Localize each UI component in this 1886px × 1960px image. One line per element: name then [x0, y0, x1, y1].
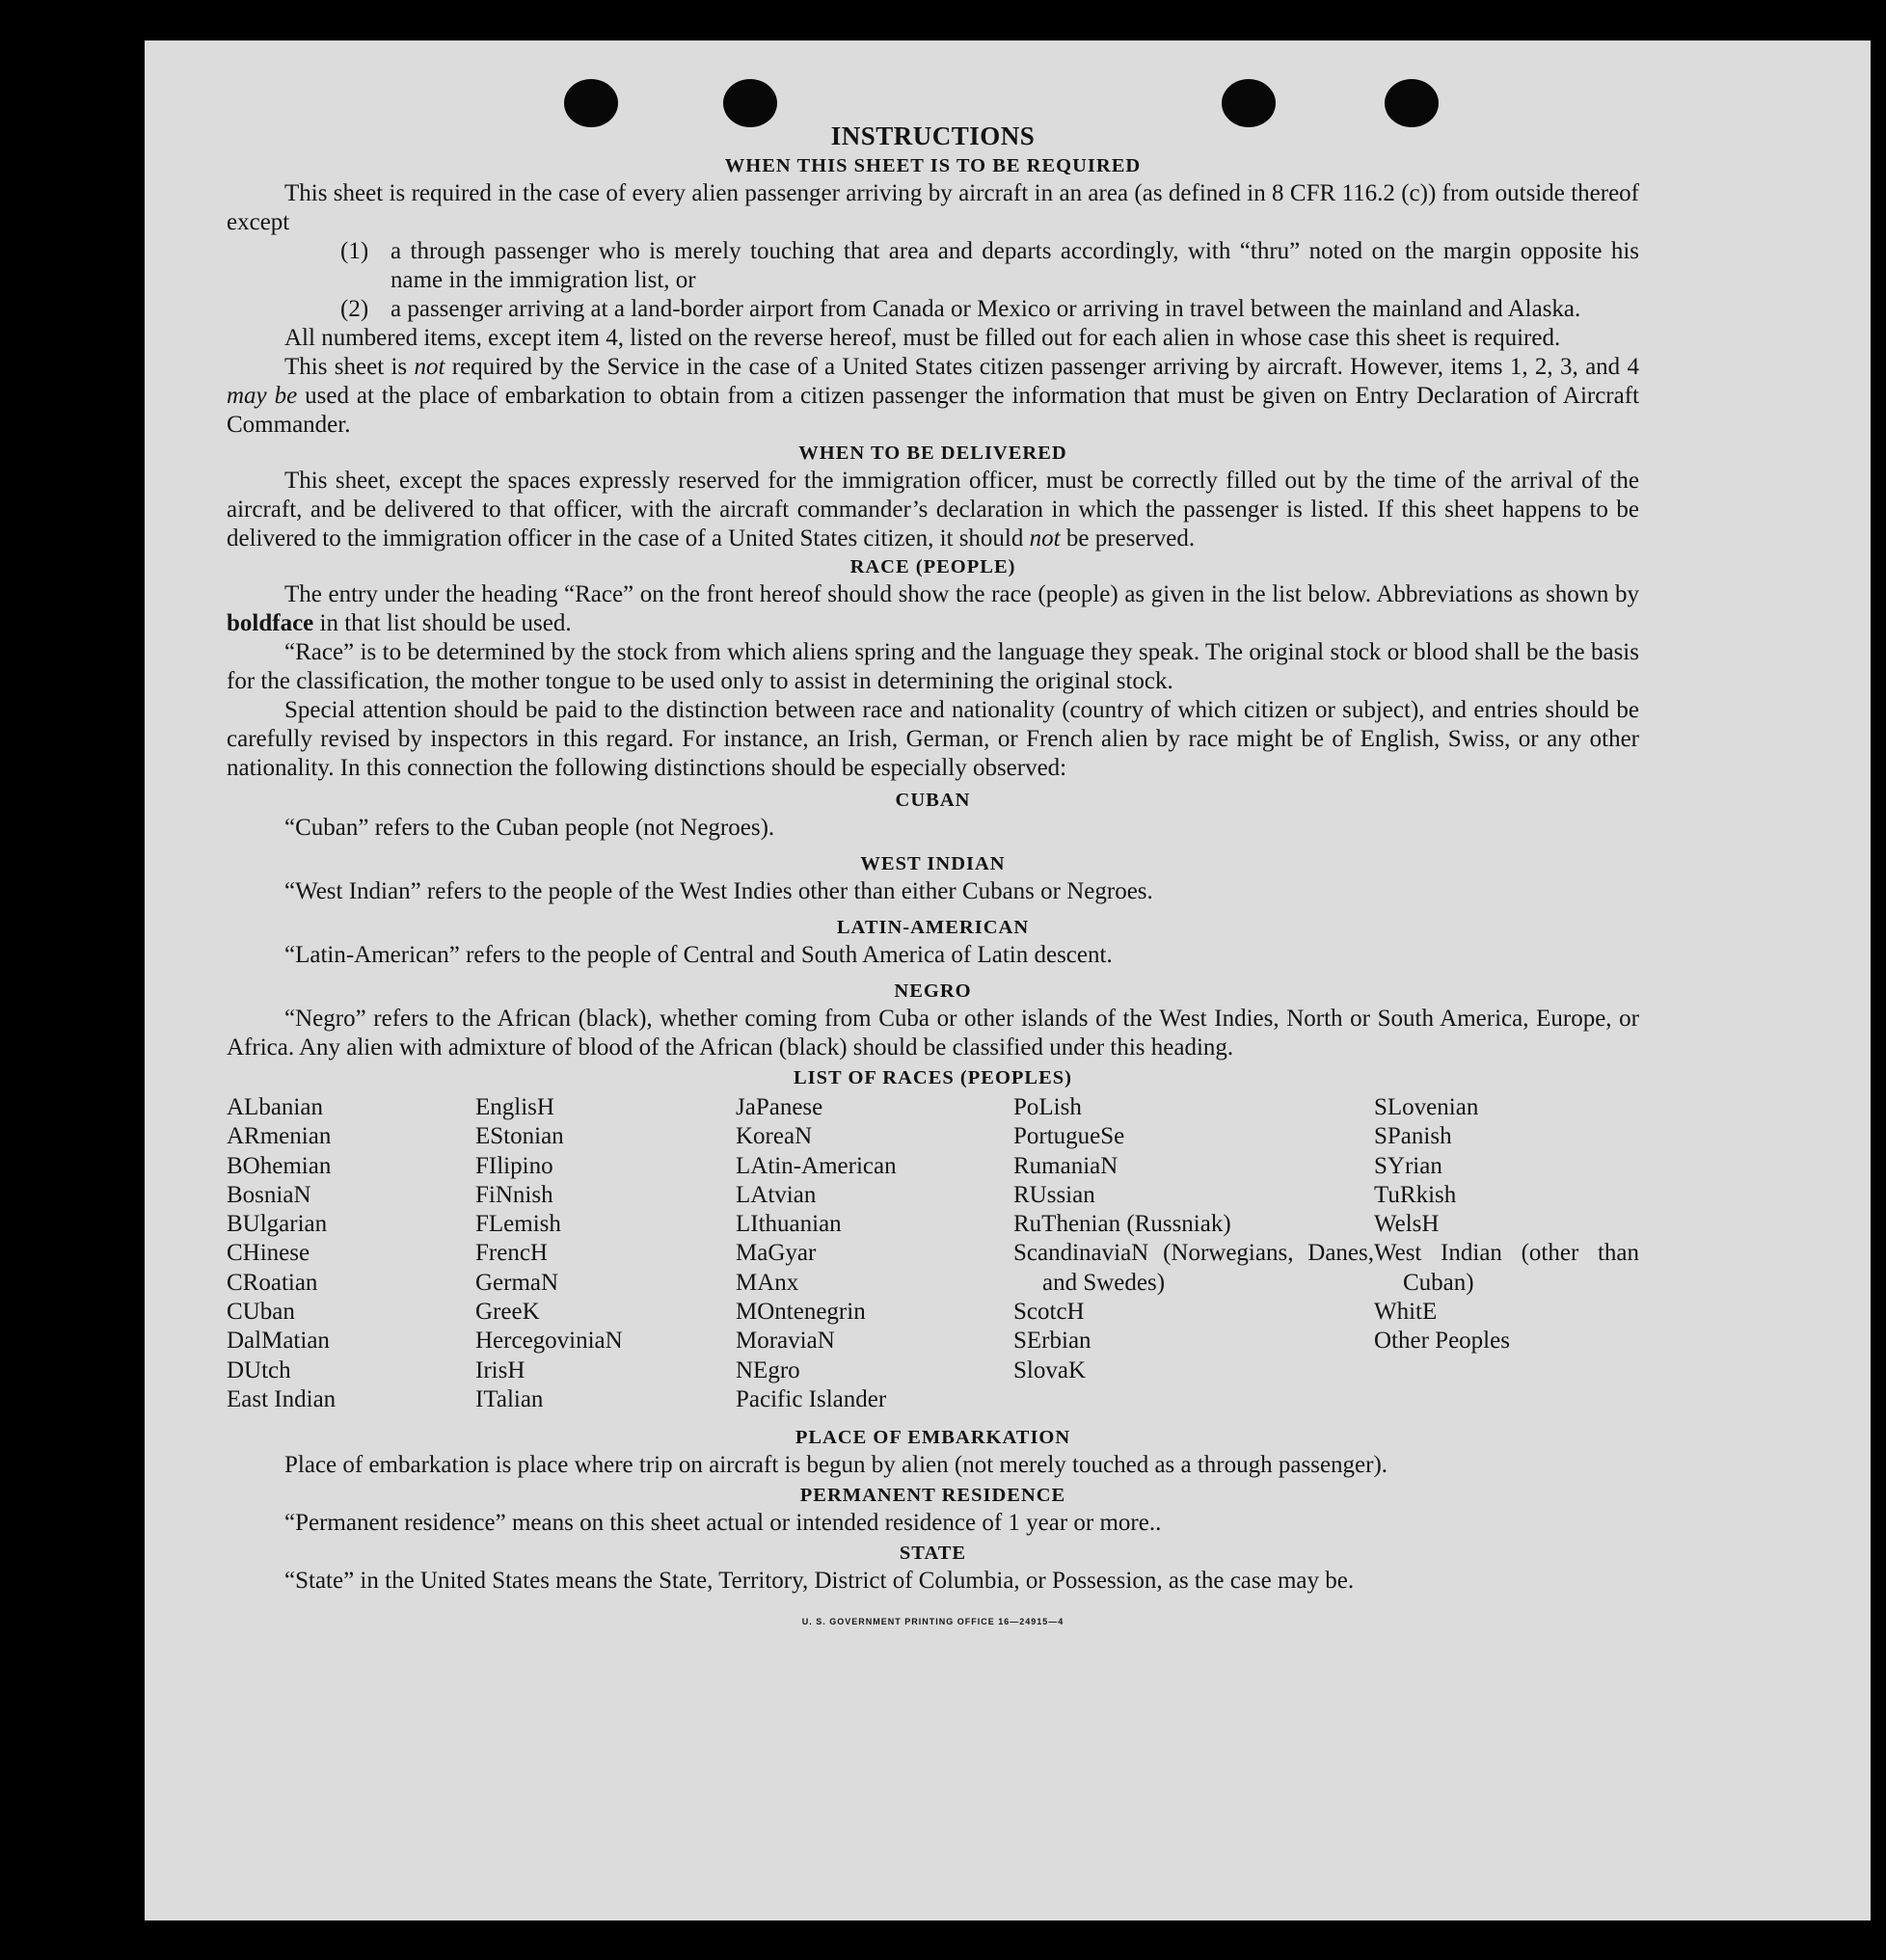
- race-entry: MaGyar: [736, 1240, 817, 1267]
- race-entry: FIlipino: [475, 1152, 553, 1179]
- text-run: required by the Service in the case of a United States citizen passenger arriving by aircraft. However, items 1, 2, 3, and 4: [445, 354, 1639, 380]
- race-entry: GermaN: [475, 1269, 559, 1296]
- race-entry: SlovaK: [1013, 1356, 1086, 1383]
- paragraph: All numbered items, except item 4, listed on the reverse hereof, must be filled out for each alien in whose case this sheet is required.: [284, 325, 1561, 351]
- race-column: [475, 1093, 736, 1414]
- paragraph: This sheet is required in the case of every alien passenger arriving by aircraft in an area (as defined in 8 CFR 116.2 (c)) from outside thereof except: [227, 180, 1639, 235]
- text-run: This sheet is: [284, 354, 415, 380]
- race-entry: DalMatian: [227, 1328, 330, 1355]
- race-entry: EnglisH: [475, 1094, 554, 1120]
- list-item: [227, 295, 1639, 324]
- race-entry: DUtch: [227, 1356, 291, 1383]
- race-entry: RUssian: [1013, 1181, 1095, 1208]
- race-entry: ARmenian: [227, 1123, 332, 1150]
- paragraph: “West Indian” refers to the people of the West Indies other than either Cubans or Negroes.: [284, 878, 1153, 904]
- race-entry: Pacific Islander: [736, 1385, 887, 1412]
- race-entry: FLemish: [475, 1211, 561, 1238]
- race-entry: Other Peoples: [1374, 1328, 1510, 1355]
- race-entry: BosniaN: [227, 1181, 311, 1208]
- race-entry: ScotcH: [1013, 1299, 1085, 1326]
- document-body: [227, 120, 1639, 1636]
- race-entry: WhitE: [1374, 1299, 1438, 1326]
- race-entry: MOntenegrin: [736, 1299, 866, 1326]
- race-entry: RumaniaN: [1013, 1152, 1118, 1179]
- text-run: The entry under the heading “Race” on the front hereof should show the race (people) as given in the list below. Abbreviations as shown by: [284, 581, 1639, 607]
- race-entry: East Indian: [227, 1385, 337, 1412]
- race-entry: MoraviaN: [736, 1328, 835, 1355]
- race-entry: BOhemian: [227, 1152, 332, 1179]
- text-run: be preserved.: [1060, 525, 1196, 551]
- paragraph: [227, 353, 1639, 440]
- paragraph: Special attention should be paid to the distinction between race and nationality (country of which citizen or subject), and entries should be carefully revised by inspectors in this regard. For instance, an Irish, German, or French alien by race might be of English, Swiss, or any other nationality. In this connection the following distinctions should be especially observed:: [227, 697, 1639, 781]
- paragraph: “Race” is to be determined by the stock from which aliens spring and the language they speak. The original stock or blood shall be the basis for the classification, the mother tongue to be used only to assist in determining the original stock.: [227, 639, 1639, 694]
- section-heading-negro: NEGRO: [894, 980, 972, 1002]
- section-heading-cuban: CUBAN: [895, 790, 971, 811]
- bold-text: boldface: [227, 610, 314, 636]
- race-entry: IrisH: [475, 1356, 525, 1383]
- race-entry: SLovenian: [1374, 1094, 1479, 1120]
- item-number: (2): [340, 296, 369, 322]
- race-column: [227, 1093, 475, 1414]
- printer-imprint: U. S. GOVERNMENT PRINTING OFFICE 16—24915—4: [801, 1617, 1064, 1627]
- race-list: [227, 1093, 1639, 1414]
- list-item: [227, 237, 1639, 295]
- text-run: This sheet, except the spaces expressly reserved for the immigration officer, must be correctly filled out by the time of the arrival of the aircraft, and be delivered to that officer, with the aircraft commander’s declaration in which the passenger is listed. If this sheet happens to be delivered to the immigration officer in the case of a United States citizen, it should: [227, 468, 1639, 551]
- paragraph: “State” in the United States means the State, Territory, District of Columbia, or Possession, as the case may be.: [284, 1568, 1355, 1595]
- race-entry: LAtin-American: [736, 1152, 897, 1179]
- race-entry: LIthuanian: [736, 1211, 842, 1238]
- section-heading-race: RACE (PEOPLE): [849, 556, 1016, 577]
- race-entry: ITalian: [475, 1385, 544, 1412]
- paragraph: “Permanent residence” means on this sheet actual or intended residence of 1 year or more..: [284, 1510, 1162, 1537]
- text-run: used at the place of embarkation to obtain from a citizen passenger the information that must be given on Entry Declaration of Aircraft Commander.: [227, 383, 1640, 438]
- race-column: [736, 1093, 1013, 1414]
- race-entry: FrencH: [475, 1240, 548, 1267]
- race-entry: GreeK: [475, 1299, 540, 1326]
- section-heading-permanent-residence: PERMANENT RESIDENCE: [799, 1485, 1066, 1507]
- race-entry: BUlgarian: [227, 1211, 328, 1238]
- race-entry: CUban: [227, 1299, 295, 1326]
- document-sheet: [145, 40, 1871, 1920]
- race-entry: TuRkish: [1374, 1181, 1457, 1208]
- paragraph: Place of embarkation is place where trip on aircraft is begun by alien (not merely touched as a through passenger).: [284, 1452, 1388, 1479]
- section-heading-state: STATE: [899, 1543, 967, 1565]
- race-entry: PortugueSe: [1013, 1123, 1125, 1150]
- race-entry: CHinese: [227, 1240, 310, 1267]
- paragraph: “Cuban” refers to the Cuban people (not Negroes).: [284, 815, 775, 841]
- race-entry: JaPanese: [736, 1094, 823, 1120]
- italic-text: not: [1029, 525, 1061, 551]
- race-entry: CRoatian: [227, 1269, 318, 1296]
- paragraph: “Negro” refers to the African (black), whether coming from Cuba or other islands of the West Indies, North or South America, Europe, or Africa. Any alien with admixture of blood of the African (black) should be classified under this heading.: [227, 1006, 1639, 1061]
- race-entry: RuThenian (Russniak): [1013, 1211, 1231, 1238]
- race-entry: NEgro: [736, 1356, 800, 1383]
- section-heading-west-indian: WEST INDIAN: [860, 853, 1006, 874]
- item-text: a through passenger who is merely touching that area and departs accordingly, with “thru” noted on the margin opposite his name in the immigration list, or: [391, 238, 1639, 293]
- paragraph: “Latin-American” refers to the people of Central and South America of Latin descent.: [284, 942, 1113, 968]
- section-heading-list-of-races: LIST OF RACES (PEOPLES): [794, 1067, 1072, 1088]
- section-heading-latin-american: LATIN-AMERICAN: [836, 917, 1030, 938]
- section-heading-when-required: WHEN THIS SHEET IS TO BE REQUIRED: [724, 155, 1142, 176]
- paragraph: [227, 467, 1639, 553]
- race-column: [1013, 1093, 1374, 1414]
- race-entry: SErbian: [1013, 1328, 1091, 1355]
- paragraph: [227, 580, 1639, 638]
- race-entry: WelsH: [1374, 1211, 1440, 1238]
- race-entry: FiNnish: [475, 1181, 553, 1208]
- text-run: in that list should be used.: [313, 610, 572, 636]
- page-title: INSTRUCTIONS: [830, 121, 1036, 150]
- item-number: (1): [340, 238, 369, 264]
- section-heading-when-delivered: WHEN TO BE DELIVERED: [798, 443, 1067, 464]
- section-heading-embarkation: PLACE OF EMBARKATION: [795, 1427, 1071, 1449]
- italic-text: may be: [227, 383, 298, 409]
- race-entry: ScandinaviaN (Norwegians, Danes, and Swedes): [1013, 1240, 1374, 1296]
- race-column: [1374, 1093, 1639, 1414]
- race-entry: MAnx: [736, 1269, 799, 1296]
- race-entry: EStonian: [475, 1123, 564, 1150]
- race-entry: PoLish: [1013, 1094, 1082, 1120]
- race-entry: SYrian: [1374, 1152, 1442, 1179]
- race-entry: West Indian (other than Cuban): [1374, 1240, 1639, 1296]
- italic-text: not: [414, 354, 445, 380]
- race-entry: KoreaN: [736, 1123, 813, 1150]
- race-entry: HercegoviniaN: [475, 1328, 623, 1355]
- item-text: a passenger arriving at a land-border airport from Canada or Mexico or arriving in travel between the mainland and Alaska.: [391, 296, 1581, 322]
- race-entry: LAtvian: [736, 1181, 817, 1208]
- race-entry: SPanish: [1374, 1123, 1452, 1150]
- race-entry: ALbanian: [227, 1094, 323, 1120]
